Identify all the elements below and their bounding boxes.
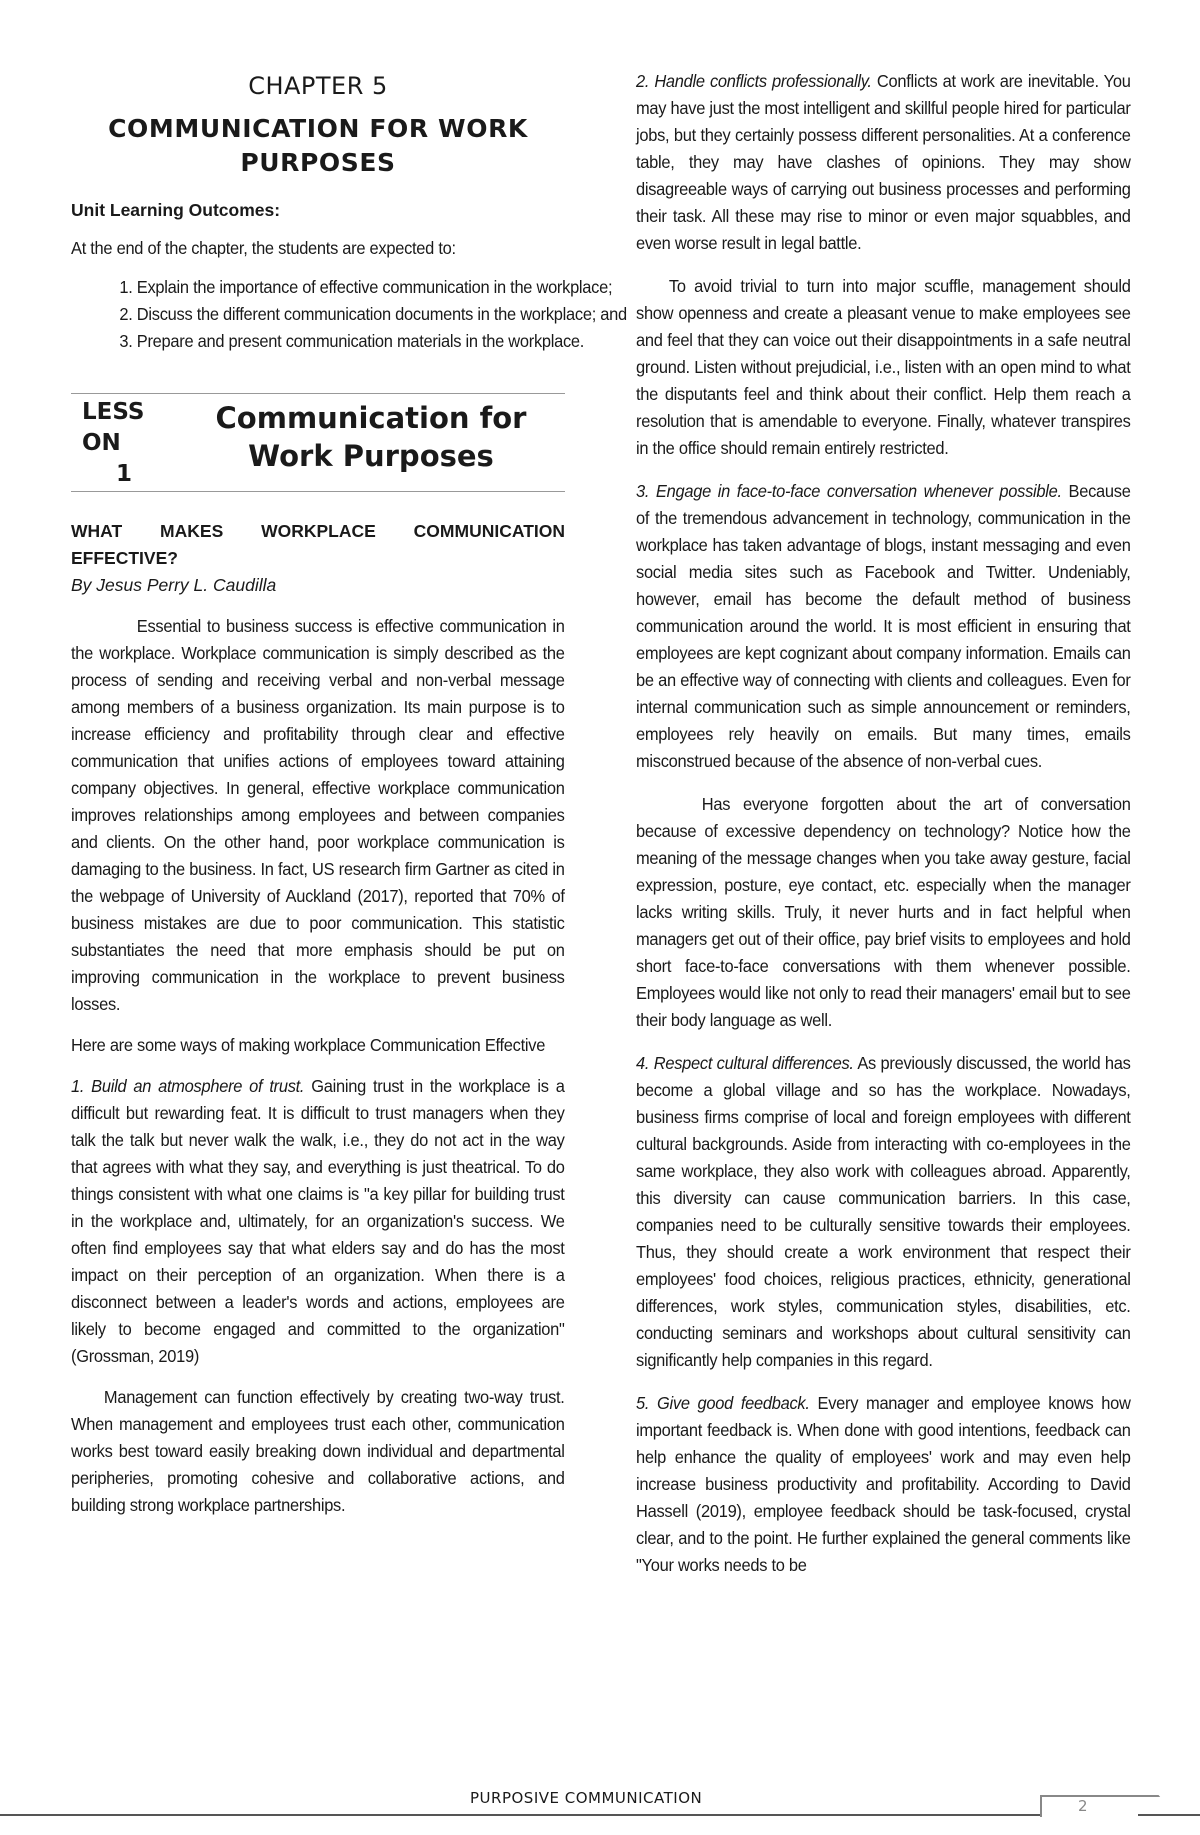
paragraph: [636, 68, 1131, 257]
point-heading: 4. Respect cultural differences.: [636, 1053, 854, 1073]
paragraph-text: As previously discussed, the world has become a global village and so has the workplace. Nowadays, business firms comprise of local and foreign employees with different cultural backgrounds. Aside from interacting with co-employees in the same workplace, they also work with colleagues abroad. Apparently, this diversity can cause communication barriers. In this case, companies need to be culturally sensitive towards their employees. Thus, they should create a work environment that respect their employees' food choices, religious practices, ethnicity, generational differences, work styles, communication styles, disabilities, etc. conducting seminars and workshops about cultural sensitivity can significantly help companies in this regard.: [636, 1053, 1131, 1370]
chapter-title: COMMUNICATION FOR WORK PURPOSES: [108, 114, 528, 177]
point-heading: 1. Build an atmosphere of trust.: [71, 1076, 305, 1096]
paragraph-text: Gaining trust in the workplace is a difficult but rewarding feat. It is difficult to trust managers when they talk the talk but never walk the walk, i.e., they do not act in the way that agrees with what they say, and everything is just theatrical. To do things consistent with what one claims is "a key pillar for building trust in the workplace and, ultimately, for an organization's success. We often find employees say that what elders say and do has the most impact on their perception of an organization. When there is a disconnect between a leader's words and actions, employees are likely to become engaged and committed to the organization" (Grossman, 2019): [71, 1076, 565, 1366]
paragraph: Essential to business success is effective communication in the workplace. Workplace communication is simply described as the process of sending and receiving verbal and non-verbal message among members of a business organization. Its main purpose is to increase efficiency and profitability through clear and effective communication that unifies actions of employees toward attaining company objectives. In general, effective workplace communication improves relationships among employees and between companies and clients. On the other hand, poor workplace communication is damaging to the business. In fact, US research firm Gartner as cited in the webpage of University of Auckland (2017), reported that 70% of business mistakes are due to poor communication. This statistic substantiates the need that more emphasis should be put on improving communication in the workplace to prevent business losses.: [71, 616, 565, 1014]
paragraph: [636, 1050, 1131, 1374]
paragraph-text: Conflicts at work are inevitable. You may have just the most intelligent and skillful people hired for particular jobs, but they certainly possess different personalities. At a conference table, they may have clashes of opinions. They may show disagreeable ways of carrying out business processes and performing their task. All these may rise to minor or even major squabbles, and even worse result in legal battle.: [636, 71, 1131, 253]
outcomes-intro: At the end of the chapter, the students are expected to:: [71, 238, 456, 258]
outcome-item: 3. Prepare and present communication materials in the workplace.: [137, 328, 631, 355]
author-byline: By Jesus Perry L. Caudilla: [71, 575, 277, 595]
point-heading: 5. Give good feedback.: [636, 1393, 810, 1413]
outcome-item: 1. Explain the importance of effective communication in the workplace;: [137, 274, 631, 301]
point-heading: 3. Engage in face-to-face conversation whenever possible.: [636, 481, 1062, 501]
footer-title: PURPOSIVE COMMUNICATION: [470, 1789, 703, 1807]
learning-outcomes-heading: Unit Learning Outcomes:: [71, 200, 281, 220]
paragraph: [636, 1390, 1131, 1579]
lesson-number: 1: [116, 461, 133, 487]
lesson-banner: [71, 393, 565, 492]
paragraph: To avoid trivial to turn into major scuffle, management should show openness and create a pleasant venue to make employees see and feel that they can voice out their disappointments in a safe neutral ground. Listen without prejudicial, i.e., listen with an open mind to what the disputants feel and think about their conflict. Help them reach a resolution that is amendable to everyone. Finally, whatever transpires in the office should remain entirely restricted.: [636, 276, 1131, 458]
outcomes-list: [71, 274, 630, 355]
point-heading: 2. Handle conflicts professionally.: [636, 71, 872, 91]
paragraph: Has everyone forgotten about the art of conversation because of excessive dependency on technology? Notice how the meaning of the message changes when you take away gesture, facial expression, posture, eye contact, etc. especially when the manager lacks writing skills. Truly, it never hurts and in fact helpful when managers get out of their office, pay brief visits to employees and hold short face-to-face conversations with them whenever possible. Employees would like not only to read their managers' email but to see their body language as well.: [636, 794, 1131, 1030]
lesson-label-line: LESS: [82, 399, 145, 425]
paragraph-text: Every manager and employee knows how important feedback is. When done with good intentions, feedback can help enhance the quality of employees' work and may even help increase business productivity and profitability. According to David Hassell (2019), employee feedback should be task-focused, crystal clear, and to the point. He further explained the general comments like "Your works needs to be: [636, 1393, 1131, 1575]
paragraph: Management can function effectively by creating two-way trust. When management and employees trust each other, communication works best toward easily breaking down individual and departmental peripheries, promoting cohesive and collaborative actions, and building strong workplace partnerships.: [71, 1387, 565, 1515]
section-heading: WHAT MAKES WORKPLACE COMMUNICATION EFFECTIVE?: [71, 521, 565, 568]
lesson-title: Communication for Work Purposes: [215, 401, 527, 473]
page-number: 2: [1078, 1797, 1088, 1815]
left-column: [71, 68, 627, 1519]
footer-rule: [0, 1814, 1200, 1816]
right-column: [636, 68, 1131, 1579]
paragraph: [71, 1073, 565, 1370]
paragraph: Here are some ways of making workplace Communication Effective: [71, 1035, 546, 1055]
paragraph-text: Because of the tremendous advancement in technology, communication in the workplace has taken advantage of blogs, instant messaging and even social media sites such as Facebook and Twitter. Undeniably, however, email has become the default method of business communication around the world. It is most efficient in ensuring that employees are kept cognizant about company information. Emails can be an effective way of connecting with clients and colleagues. Even for internal communication such as simple announcement or reminders, employees rely heavily on emails. But many times, emails misconstrued because of the absence of non-verbal cues.: [636, 481, 1131, 771]
paragraph: [636, 478, 1131, 775]
chapter-number: CHAPTER 5: [248, 72, 388, 100]
lesson-label: [71, 397, 177, 489]
outcome-item: 2. Discuss the different communication documents in the workplace; and: [137, 301, 631, 328]
lesson-label-line: ON: [82, 430, 121, 456]
